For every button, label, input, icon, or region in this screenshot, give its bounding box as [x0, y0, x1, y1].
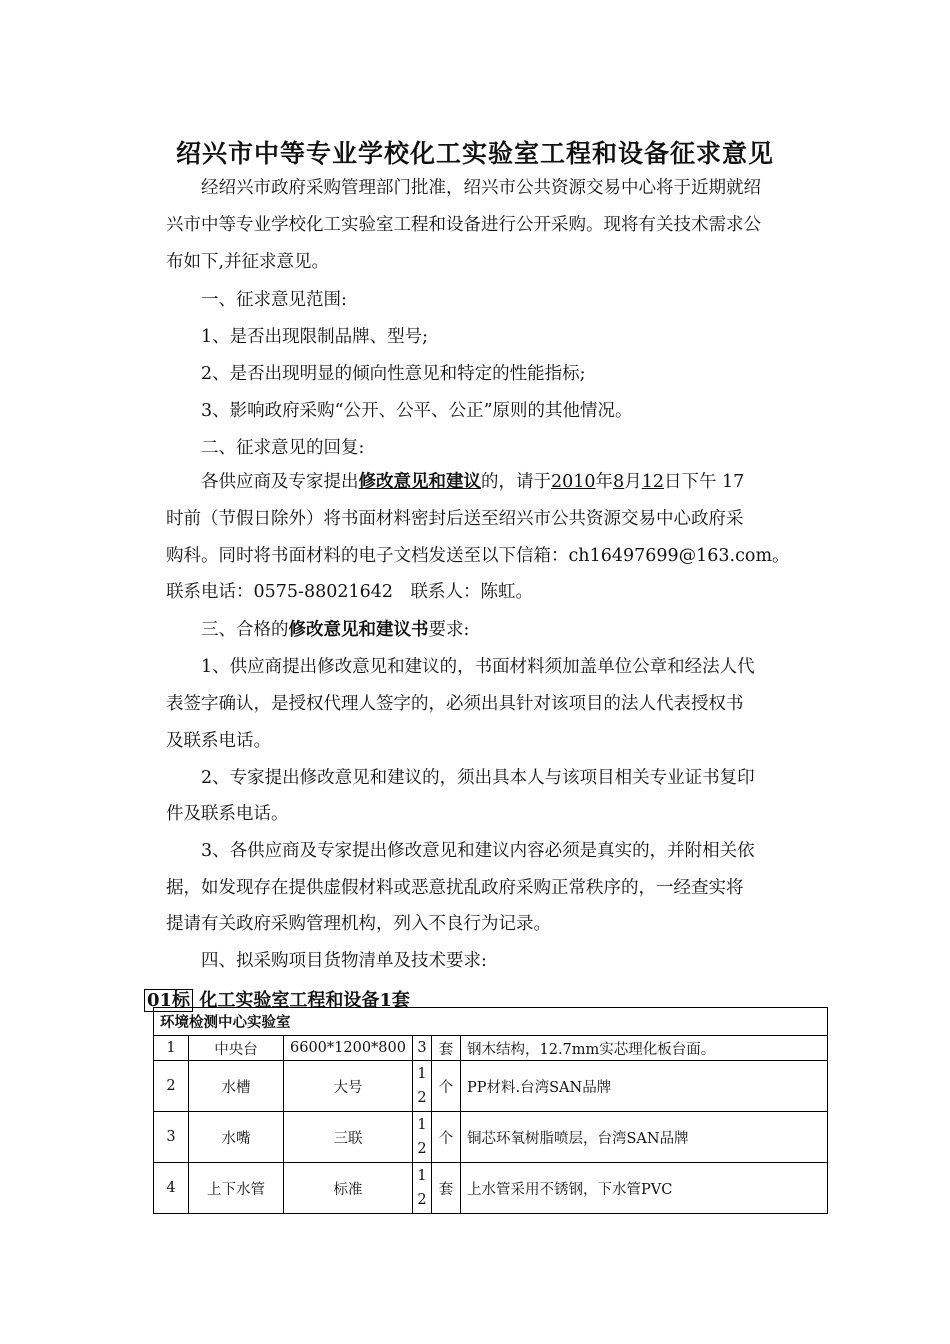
cell-qty	[413, 1163, 432, 1214]
s3-item-1-line-3: 及联系电话。	[166, 731, 271, 751]
section-2-line-1	[201, 470, 744, 494]
s2-text-a: 各供应商及专家提出	[201, 472, 359, 492]
cell-desc: 上水管采用不锈钢，下水管PVC	[461, 1163, 828, 1214]
table-row	[154, 1112, 828, 1163]
deadline-month: 8	[613, 472, 625, 492]
cell-name: 上下水管	[189, 1163, 284, 1214]
section-2-line-3: 购科。同时将书面材料的电子文档发送至以下信箱：ch16497699@163.com。	[166, 546, 790, 566]
cell-desc: 钢木结构，12.7mm实芯理化板台面。	[461, 1036, 828, 1061]
cell-no: 3	[154, 1112, 189, 1163]
cell-desc: PP材料.台湾SAN品牌	[461, 1061, 828, 1112]
document-title: 绍兴市中等专业学校化工实验室工程和设备征求意见	[175, 139, 774, 168]
cell-unit: 个	[432, 1112, 461, 1163]
s2-text-d: 日下午 17	[663, 472, 745, 492]
cell-spec: 标准	[284, 1163, 413, 1214]
cell-no: 4	[154, 1163, 189, 1214]
s3-item-3-line-1: 3、各供应商及专家提出修改意见和建议内容必须是真实的，并附相关依	[201, 841, 755, 861]
lot-label: 01标	[144, 989, 193, 1012]
intro-line-1: 经绍兴市政府采购管理部门批准，绍兴市公共资源交易中心将于近期就绍	[201, 178, 761, 198]
cell-spec: 6600*1200*800	[284, 1036, 413, 1061]
cell-qty	[413, 1112, 432, 1163]
table-section-title: 环境检测中心实验室	[154, 1008, 828, 1036]
s3-heading-a: 三、合格的	[201, 620, 289, 640]
qty-digit-2: 2	[417, 1090, 427, 1106]
s2-emphasis: 修改意见和建议	[358, 472, 481, 492]
s3-heading-c: 要求:	[428, 620, 470, 640]
section-2-line-2: 时前（节假日除外）将书面材料密封后送至绍兴市公共资源交易中心政府采	[166, 509, 744, 529]
s2-text-c: 的，请于	[481, 472, 551, 492]
section-2-heading: 二、征求意见的回复:	[201, 438, 365, 458]
cell-name: 水槽	[189, 1061, 284, 1112]
section-1-item-3: 3、影响政府采购“公开、公平、公正”原则的其他情况。	[201, 401, 633, 421]
section-1-item-1: 1、是否出现限制品牌、型号;	[201, 327, 429, 347]
year-char: 年	[595, 472, 614, 492]
qty-digit-1: 1	[417, 1168, 427, 1184]
lot-title: 化工实验室工程和设备1套	[199, 990, 410, 1011]
intro-line-3: 布如下,并征求意见。	[166, 252, 330, 272]
cell-desc: 铜芯环氧树脂喷层，台湾SAN品牌	[461, 1112, 828, 1163]
cell-unit: 个	[432, 1061, 461, 1112]
qty-digit-1: 1	[417, 1066, 427, 1082]
contact-line: 联系电话：0575-88021642 联系人：陈虹。	[166, 582, 534, 602]
cell-no: 1	[154, 1036, 189, 1061]
cell-name: 中央台	[189, 1036, 284, 1061]
s3-heading-b: 修改意见和建议书	[288, 620, 429, 640]
section-1-item-2: 2、是否出现明显的倾向性意见和特定的性能指标;	[201, 364, 586, 384]
qty-digit-2: 2	[417, 1192, 427, 1208]
s3-item-1-line-1: 1、供应商提出修改意见和建议的，书面材料须加盖单位公章和经法人代	[201, 657, 755, 677]
section-3-heading	[201, 618, 469, 642]
cell-name: 水嘴	[189, 1112, 284, 1163]
section-4-heading: 四、拟采购项目货物清单及技术要求:	[201, 951, 487, 971]
cell-no: 2	[154, 1061, 189, 1112]
cell-qty: 3	[413, 1036, 432, 1061]
table-row	[154, 1163, 828, 1214]
qty-digit-2: 2	[417, 1141, 427, 1157]
s3-item-3-line-3: 提请有关政府采购管理机构，列入不良行为记录。	[166, 914, 551, 934]
cell-qty	[413, 1061, 432, 1112]
month-char: 月	[624, 472, 642, 492]
cell-spec: 三联	[284, 1112, 413, 1163]
deadline-year: 2010	[551, 472, 596, 492]
cell-unit: 套	[432, 1036, 461, 1061]
section-1-heading: 一、征求意见范围:	[201, 290, 347, 310]
s3-item-2-line-1: 2、专家提出修改意见和建议的，须出具本人与该项目相关专业证书复印	[201, 768, 755, 788]
table-section-row	[154, 1008, 828, 1036]
cell-unit: 套	[432, 1163, 461, 1214]
deadline-day: 12	[641, 472, 664, 492]
cell-spec: 大号	[284, 1061, 413, 1112]
equipment-table	[153, 1007, 828, 1214]
s3-item-3-line-2: 据，如发现存在提供虚假材料或恶意扰乱政府采购正常秩序的，一经查实将	[166, 878, 744, 898]
intro-line-2: 兴市中等专业学校化工实验室工程和设备进行公开采购。现将有关技术需求公	[166, 215, 761, 235]
table-row	[154, 1036, 828, 1061]
qty-digit-1: 1	[417, 1117, 427, 1133]
s3-item-2-line-2: 件及联系电话。	[166, 804, 289, 824]
table-row	[154, 1061, 828, 1112]
s3-item-1-line-2: 表签字确认，是授权代理人签字的，必须出具针对该项目的法人代表授权书	[166, 694, 744, 714]
